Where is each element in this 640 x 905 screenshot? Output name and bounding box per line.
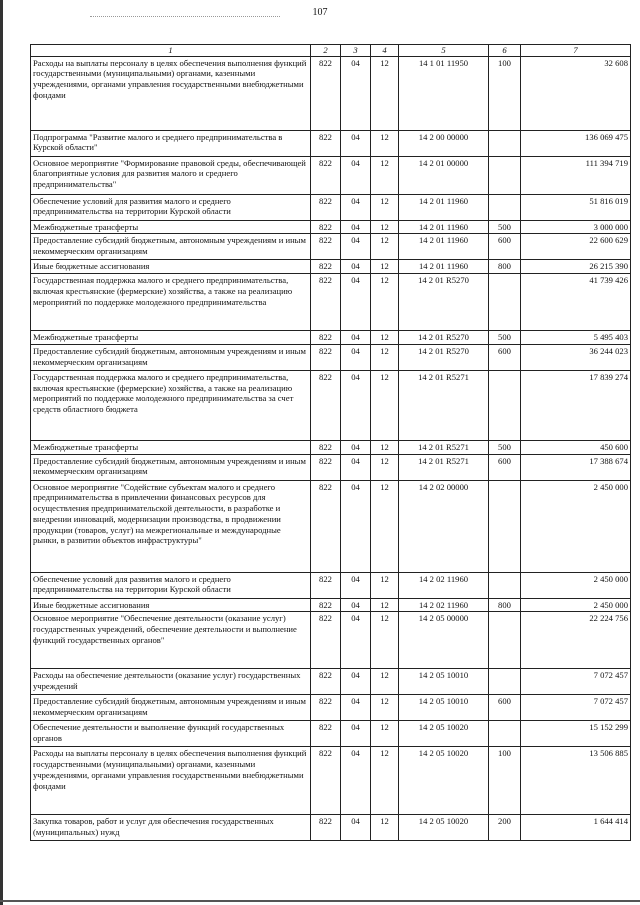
row-amount: 15 152 299 — [521, 721, 631, 747]
row-subsection: 12 — [371, 370, 399, 440]
row-admin-code: 822 — [311, 56, 341, 130]
row-target-code: 14 2 01 11960 — [399, 194, 489, 220]
row-expense-type — [489, 274, 521, 331]
table-header-row — [31, 45, 631, 57]
row-subsection: 12 — [371, 220, 399, 234]
row-target-code: 14 2 05 00000 — [399, 612, 489, 669]
header-col-1: 1 — [31, 45, 311, 57]
row-subsection: 12 — [371, 747, 399, 815]
row-section: 04 — [341, 721, 371, 747]
header-col-7: 7 — [521, 45, 631, 57]
table-row — [31, 598, 631, 612]
row-amount: 32 608 — [521, 56, 631, 130]
row-subsection: 12 — [371, 480, 399, 572]
row-expense-type: 800 — [489, 260, 521, 274]
row-name: Подпрограмма "Развитие малого и среднего предпринимательства в Курской области" — [31, 130, 311, 156]
row-name: Расходы на выплаты персоналу в целях обеспечения выполнения функций государственными (муниципальными) органами, казенными учреждениями, органами управления государственными внебюджетными фондами — [31, 747, 311, 815]
table-row — [31, 194, 631, 220]
row-admin-code: 822 — [311, 669, 341, 695]
row-subsection: 12 — [371, 572, 399, 598]
table-row — [31, 815, 631, 841]
row-admin-code: 822 — [311, 747, 341, 815]
row-target-code: 14 2 05 10020 — [399, 747, 489, 815]
row-target-code: 14 2 01 11960 — [399, 234, 489, 260]
row-subsection: 12 — [371, 669, 399, 695]
row-section: 04 — [341, 260, 371, 274]
row-amount: 26 215 390 — [521, 260, 631, 274]
row-section: 04 — [341, 572, 371, 598]
table-row — [31, 669, 631, 695]
table-row — [31, 695, 631, 721]
row-section: 04 — [341, 454, 371, 480]
row-amount: 111 394 719 — [521, 156, 631, 194]
table-row — [31, 260, 631, 274]
row-name: Основное мероприятие "Содействие субъектам малого и среднего предпринимательства в привлечении финансовых ресурсов для осуществления предпринимательской деятельности, в разработке и внедрении инноваций, модернизации производства, в продвижении продукции (товаров, услуг) на межрегиональные и международные рынки, в развитии объектов инфраструктуры" — [31, 480, 311, 572]
row-subsection: 12 — [371, 130, 399, 156]
row-expense-type: 200 — [489, 815, 521, 841]
table-row — [31, 612, 631, 669]
row-amount: 7 072 457 — [521, 669, 631, 695]
row-subsection: 12 — [371, 56, 399, 130]
row-target-code: 14 2 02 11960 — [399, 572, 489, 598]
row-section: 04 — [341, 440, 371, 454]
row-amount: 36 244 023 — [521, 344, 631, 370]
row-target-code: 14 2 02 00000 — [399, 480, 489, 572]
row-section: 04 — [341, 612, 371, 669]
row-subsection: 12 — [371, 156, 399, 194]
row-expense-type — [489, 669, 521, 695]
row-admin-code: 822 — [311, 480, 341, 572]
row-expense-type — [489, 721, 521, 747]
table-row — [31, 220, 631, 234]
row-name: Государственная поддержка малого и среднего предпринимательства, включая крестьянские (фермерские) хозяйства, а также на реализацию мероприятий по поддержке молодежного предпринимательства — [31, 274, 311, 331]
row-expense-type: 500 — [489, 220, 521, 234]
row-name: Предоставление субсидий бюджетным, автономным учреждениям и иным некоммерческим организациям — [31, 454, 311, 480]
row-expense-type: 500 — [489, 331, 521, 345]
row-expense-type: 600 — [489, 695, 521, 721]
row-section: 04 — [341, 331, 371, 345]
table-row — [31, 130, 631, 156]
table-row — [31, 274, 631, 331]
row-amount: 1 644 414 — [521, 815, 631, 841]
row-admin-code: 822 — [311, 344, 341, 370]
row-target-code: 14 2 05 10020 — [399, 721, 489, 747]
row-section: 04 — [341, 194, 371, 220]
row-admin-code: 822 — [311, 260, 341, 274]
table-row — [31, 454, 631, 480]
header-col-6: 6 — [489, 45, 521, 57]
row-name: Межбюджетные трансферты — [31, 220, 311, 234]
row-section: 04 — [341, 344, 371, 370]
row-section: 04 — [341, 815, 371, 841]
table-row — [31, 370, 631, 440]
row-expense-type — [489, 572, 521, 598]
row-section: 04 — [341, 695, 371, 721]
row-amount: 17 839 274 — [521, 370, 631, 440]
scan-left-edge — [0, 0, 3, 905]
row-name: Обеспечение условий для развития малого и среднего предпринимательства на территории Курской области — [31, 194, 311, 220]
row-subsection: 12 — [371, 612, 399, 669]
row-subsection: 12 — [371, 194, 399, 220]
row-admin-code: 822 — [311, 274, 341, 331]
budget-table — [30, 44, 631, 841]
row-amount: 2 450 000 — [521, 598, 631, 612]
header-col-4: 4 — [371, 45, 399, 57]
row-subsection: 12 — [371, 260, 399, 274]
row-admin-code: 822 — [311, 815, 341, 841]
row-target-code: 14 2 01 R5271 — [399, 454, 489, 480]
row-subsection: 12 — [371, 440, 399, 454]
table-row — [31, 156, 631, 194]
row-admin-code: 822 — [311, 440, 341, 454]
row-name: Закупка товаров, работ и услуг для обеспечения государственных (муниципальных) нужд — [31, 815, 311, 841]
header-col-5: 5 — [399, 45, 489, 57]
table-row — [31, 331, 631, 345]
table-row — [31, 747, 631, 815]
row-section: 04 — [341, 598, 371, 612]
row-subsection: 12 — [371, 695, 399, 721]
row-admin-code: 822 — [311, 234, 341, 260]
row-subsection: 12 — [371, 234, 399, 260]
table-row — [31, 56, 631, 130]
row-expense-type — [489, 156, 521, 194]
row-target-code: 14 2 01 R5270 — [399, 344, 489, 370]
row-amount: 3 000 000 — [521, 220, 631, 234]
row-subsection: 12 — [371, 721, 399, 747]
row-subsection: 12 — [371, 598, 399, 612]
row-amount: 13 506 885 — [521, 747, 631, 815]
row-name: Предоставление субсидий бюджетным, автономным учреждениям и иным некоммерческим организациям — [31, 695, 311, 721]
row-section: 04 — [341, 156, 371, 194]
row-amount: 2 450 000 — [521, 572, 631, 598]
row-section: 04 — [341, 56, 371, 130]
table-row — [31, 344, 631, 370]
row-admin-code: 822 — [311, 156, 341, 194]
row-name: Предоставление субсидий бюджетным, автономным учреждениям и иным некоммерческим организациям — [31, 344, 311, 370]
row-amount: 2 450 000 — [521, 480, 631, 572]
row-amount: 7 072 457 — [521, 695, 631, 721]
row-expense-type: 100 — [489, 747, 521, 815]
row-amount: 51 816 019 — [521, 194, 631, 220]
row-admin-code: 822 — [311, 130, 341, 156]
row-subsection: 12 — [371, 274, 399, 331]
row-subsection: 12 — [371, 344, 399, 370]
row-expense-type — [489, 480, 521, 572]
row-admin-code: 822 — [311, 598, 341, 612]
row-target-code: 14 1 01 11950 — [399, 56, 489, 130]
row-expense-type: 600 — [489, 344, 521, 370]
row-name: Иные бюджетные ассигнования — [31, 260, 311, 274]
row-name: Основное мероприятие "Обеспечение деятельности (оказание услуг) государственных учреждений, обеспечение деятельности и выполнение функций государственных органов" — [31, 612, 311, 669]
row-section: 04 — [341, 370, 371, 440]
row-target-code: 14 2 01 R5271 — [399, 440, 489, 454]
row-expense-type — [489, 612, 521, 669]
row-target-code: 14 2 01 11960 — [399, 220, 489, 234]
row-name: Обеспечение деятельности и выполнение функций государственных органов — [31, 721, 311, 747]
page-number: 107 — [312, 7, 328, 18]
row-amount: 41 739 426 — [521, 274, 631, 331]
row-admin-code: 822 — [311, 612, 341, 669]
row-section: 04 — [341, 130, 371, 156]
row-name: Основное мероприятие "Формирование правовой среды, обеспечивающей благоприятные условия для развития малого и среднего предпринимательства" — [31, 156, 311, 194]
row-section: 04 — [341, 747, 371, 815]
row-target-code: 14 2 05 10020 — [399, 815, 489, 841]
row-admin-code: 822 — [311, 220, 341, 234]
header-col-3: 3 — [341, 45, 371, 57]
row-target-code: 14 2 01 11960 — [399, 260, 489, 274]
row-admin-code: 822 — [311, 454, 341, 480]
row-target-code: 14 2 01 R5271 — [399, 370, 489, 440]
row-expense-type: 800 — [489, 598, 521, 612]
row-name: Межбюджетные трансферты — [31, 440, 311, 454]
row-target-code: 14 2 05 10010 — [399, 695, 489, 721]
row-target-code: 14 2 00 00000 — [399, 130, 489, 156]
row-admin-code: 822 — [311, 370, 341, 440]
row-expense-type: 100 — [489, 56, 521, 130]
row-expense-type: 500 — [489, 440, 521, 454]
row-section: 04 — [341, 480, 371, 572]
row-expense-type — [489, 130, 521, 156]
table-row — [31, 480, 631, 572]
row-amount: 17 388 674 — [521, 454, 631, 480]
row-expense-type — [489, 370, 521, 440]
row-expense-type: 600 — [489, 454, 521, 480]
row-section: 04 — [341, 220, 371, 234]
row-admin-code: 822 — [311, 572, 341, 598]
row-subsection: 12 — [371, 331, 399, 345]
table-row — [31, 721, 631, 747]
row-section: 04 — [341, 234, 371, 260]
row-section: 04 — [341, 274, 371, 331]
row-expense-type: 600 — [489, 234, 521, 260]
table-row — [31, 440, 631, 454]
row-amount: 22 224 756 — [521, 612, 631, 669]
row-name: Государственная поддержка малого и среднего предпринимательства, включая крестьянские (фермерские) хозяйства, а также на реализацию мероприятий по поддержке молодежного предпринимательства за счет средств областного бюджета — [31, 370, 311, 440]
row-expense-type — [489, 194, 521, 220]
header-col-2: 2 — [311, 45, 341, 57]
table-row — [31, 234, 631, 260]
row-admin-code: 822 — [311, 331, 341, 345]
row-section: 04 — [341, 669, 371, 695]
scan-bottom-edge — [0, 900, 640, 902]
row-amount: 5 495 403 — [521, 331, 631, 345]
table-row — [31, 572, 631, 598]
row-name: Расходы на обеспечение деятельности (оказание услуг) государственных учреждений — [31, 669, 311, 695]
row-amount: 136 069 475 — [521, 130, 631, 156]
row-admin-code: 822 — [311, 695, 341, 721]
row-target-code: 14 2 01 00000 — [399, 156, 489, 194]
row-name: Расходы на выплаты персоналу в целях обеспечения выполнения функций государственными (муниципальными) органами, казенными учреждениями, органами управления государственными внебюджетными фондами — [31, 56, 311, 130]
row-target-code: 14 2 02 11960 — [399, 598, 489, 612]
row-amount: 450 600 — [521, 440, 631, 454]
row-admin-code: 822 — [311, 194, 341, 220]
row-target-code: 14 2 05 10010 — [399, 669, 489, 695]
row-name: Иные бюджетные ассигнования — [31, 598, 311, 612]
row-target-code: 14 2 01 R5270 — [399, 331, 489, 345]
row-name: Предоставление субсидий бюджетным, автономным учреждениям и иным некоммерческим организациям — [31, 234, 311, 260]
row-subsection: 12 — [371, 815, 399, 841]
row-name: Обеспечение условий для развития малого и среднего предпринимательства на территории Курской области — [31, 572, 311, 598]
row-name: Межбюджетные трансферты — [31, 331, 311, 345]
row-amount: 22 600 629 — [521, 234, 631, 260]
row-target-code: 14 2 01 R5270 — [399, 274, 489, 331]
row-admin-code: 822 — [311, 721, 341, 747]
row-subsection: 12 — [371, 454, 399, 480]
